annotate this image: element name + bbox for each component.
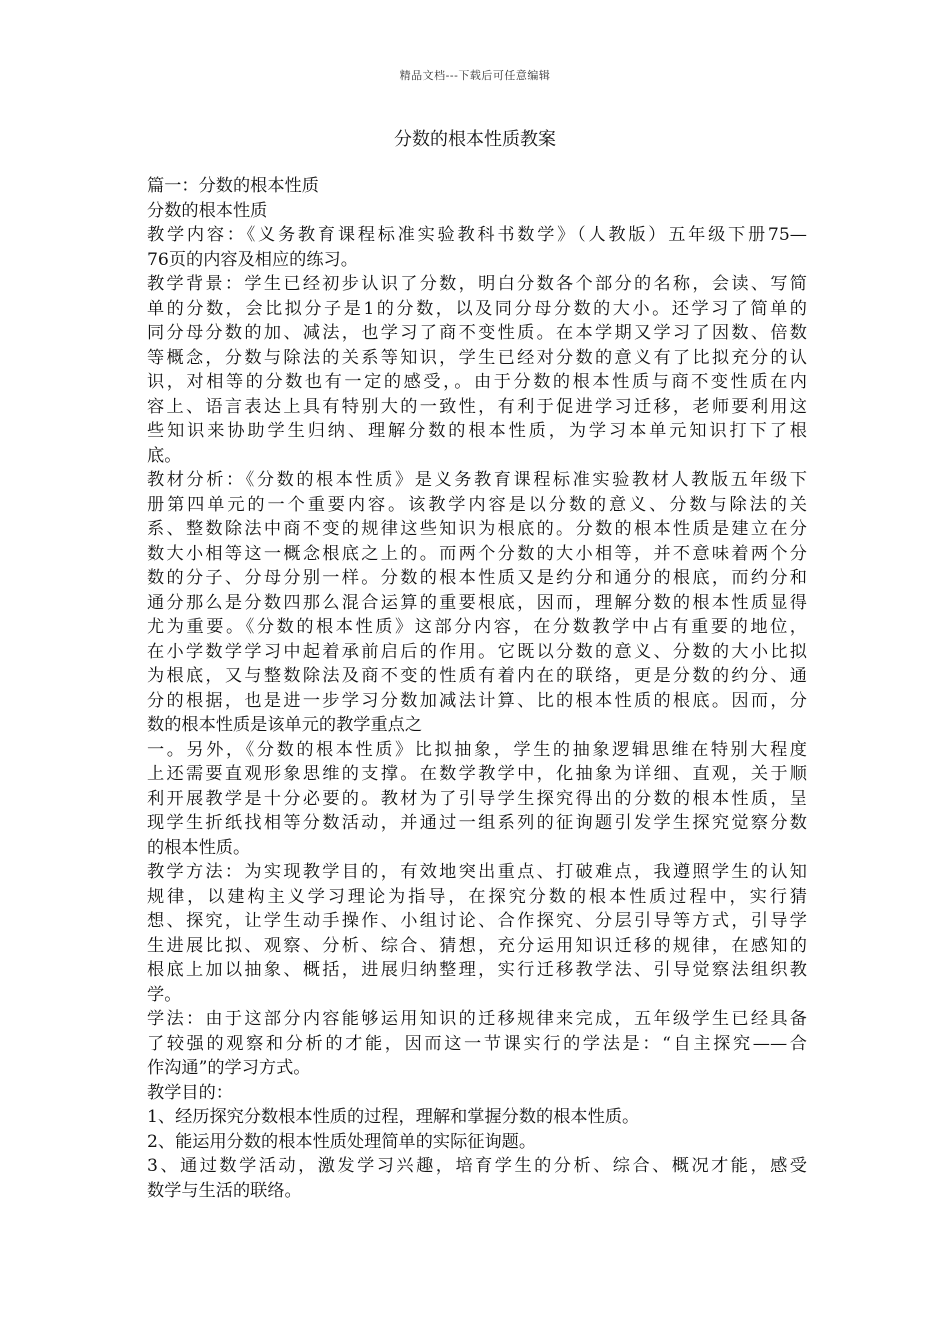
text-line: 一。另外，《分数的根本性质》比拟抽象，学生的抽象逻辑思维在特别大程度 bbox=[147, 739, 807, 760]
text-line: 通分那么是分数四那么混合运算的重要根底，因而，理解分数的根本性质显得 bbox=[147, 592, 807, 613]
text-line: 尤为重要。《分数的根本性质》这部分内容，在分数教学中占有重要的地位， bbox=[147, 617, 807, 637]
text-line: 数大小相等这一概念根底之上的。而两个分数的大小相等，并不意味着两个分 bbox=[147, 543, 807, 564]
text-line: 想、探究，让学生动手操作、小组讨论、合作探究、分层引导等方式，引导学 bbox=[147, 911, 807, 931]
text-line: 2、能运用分数的根本性质处理简单的实际征询题。 bbox=[147, 1131, 537, 1152]
text-line: 现学生折纸找相等分数活动，并通过一组系列的征询题引发学生探究觉察分数 bbox=[147, 813, 807, 833]
text-line: 的根本性质。 bbox=[147, 837, 251, 858]
text-line: 系、整数除法中商不变的规律这些知识为根底的。分数的根本性质是建立在分 bbox=[147, 519, 807, 539]
text-line: 教学内容：《义务教育课程标准实验教科书数学》（人教版）五年级下册75— bbox=[147, 225, 807, 245]
document-title: 分数的根本性质教案 bbox=[394, 129, 556, 150]
text-line: 数的根本性质是该单元的教学重点之 bbox=[147, 715, 423, 735]
text-line: 分的根据，也是进一步学习分数加减法计算、比的根本性质的根底。因而，分 bbox=[147, 690, 807, 711]
text-line: 作沟通”的学习方式。 bbox=[147, 1058, 311, 1078]
text-line: 些知识来协助学生归纳、理解分数的根本性质，为学习本单元知识打下了根 bbox=[147, 421, 807, 441]
text-line: 学法：由于这部分内容能够运用知识的迁移规律来完成，五年级学生已经具备 bbox=[147, 1009, 807, 1029]
text-line: 篇一：分数的根本性质 bbox=[147, 176, 319, 196]
text-line: 单的分数，会比拟分子是1的分数，以及同分母分数的大小。还学习了简单的 bbox=[147, 298, 807, 319]
text-line: 了较强的观察和分析的才能，因而这一节课实行的学法是：“自主探究——合 bbox=[147, 1033, 807, 1054]
text-line: 教学背景：学生已经初步认识了分数，明白分数各个部分的名称，会读、写简 bbox=[147, 274, 807, 294]
text-line: 容上、语言表达上具有特别大的一致性，有利于促进学习迁移，老师要利用这 bbox=[147, 396, 807, 417]
page-header: 精品文档---下载后可任意编辑 bbox=[399, 69, 551, 82]
text-line: 规律，以建构主义学习理论为指导，在探究分数的根本性质过程中，实行猜 bbox=[147, 886, 807, 907]
text-line: 根底上加以抽象、概括，进展归纳整理，实行迁移教学法、引导觉察法组织教 bbox=[147, 960, 807, 980]
text-line: 分数的根本性质 bbox=[147, 200, 268, 221]
text-line: 利开展教学是十分必要的。教材为了引导学生探究得出的分数的根本性质，呈 bbox=[147, 788, 807, 809]
text-line: 生进展比拟、观察、分析、综合、猜想，充分运用知识迁移的规律，在感知的 bbox=[147, 935, 807, 956]
text-line: 上还需要直观形象思维的支撑。在数学教学中，化抽象为详细、直观，关于顺 bbox=[147, 764, 807, 784]
document-body bbox=[147, 174, 807, 1203]
text-line: 底。 bbox=[147, 445, 182, 466]
text-line: 76页的内容及相应的练习。 bbox=[147, 249, 358, 270]
text-line: 学。 bbox=[147, 984, 182, 1005]
text-line: 数学与生活的联络。 bbox=[147, 1180, 302, 1201]
text-line: 识，对相等的分数也有一定的感受，。由于分数的根本性质与商不变性质在内 bbox=[147, 372, 807, 392]
text-line: 数的分子、分母分别一样。分数的根本性质又是约分和通分的根底，而约分和 bbox=[147, 568, 807, 588]
text-line: 为根底，又与整数除法及商不变的性质有着内在的联络，更是分数的约分、通 bbox=[147, 666, 807, 686]
text-line: 教材分析：《分数的根本性质》是义务教育课程标准实验教材人教版五年级下 bbox=[147, 470, 807, 490]
text-line: 教学方法：为实现教学目的，有效地突出重点、打破难点，我遵照学生的认知 bbox=[147, 862, 807, 882]
text-line: 在小学数学学习中起着承前启后的作用。它既以分数的意义、分数的大小比拟 bbox=[147, 641, 807, 662]
text-line: 1、经历探究分数根本性质的过程，理解和掌握分数的根本性质。 bbox=[147, 1107, 640, 1127]
text-line: 3、通过数学活动，激发学习兴趣，培育学生的分析、综合、概况才能，感受 bbox=[147, 1156, 807, 1176]
text-line: 同分母分数的加、减法，也学习了商不变性质。在本学期又学习了因数、倍数 bbox=[147, 323, 807, 343]
text-line: 册第四单元的一个重要内容。该教学内容是以分数的意义、分数与除法的关 bbox=[147, 494, 807, 515]
text-line: 教学目的： bbox=[147, 1082, 233, 1103]
text-line: 等概念，分数与除法的关系等知识，学生已经对分数的意义有了比拟充分的认 bbox=[147, 347, 807, 368]
